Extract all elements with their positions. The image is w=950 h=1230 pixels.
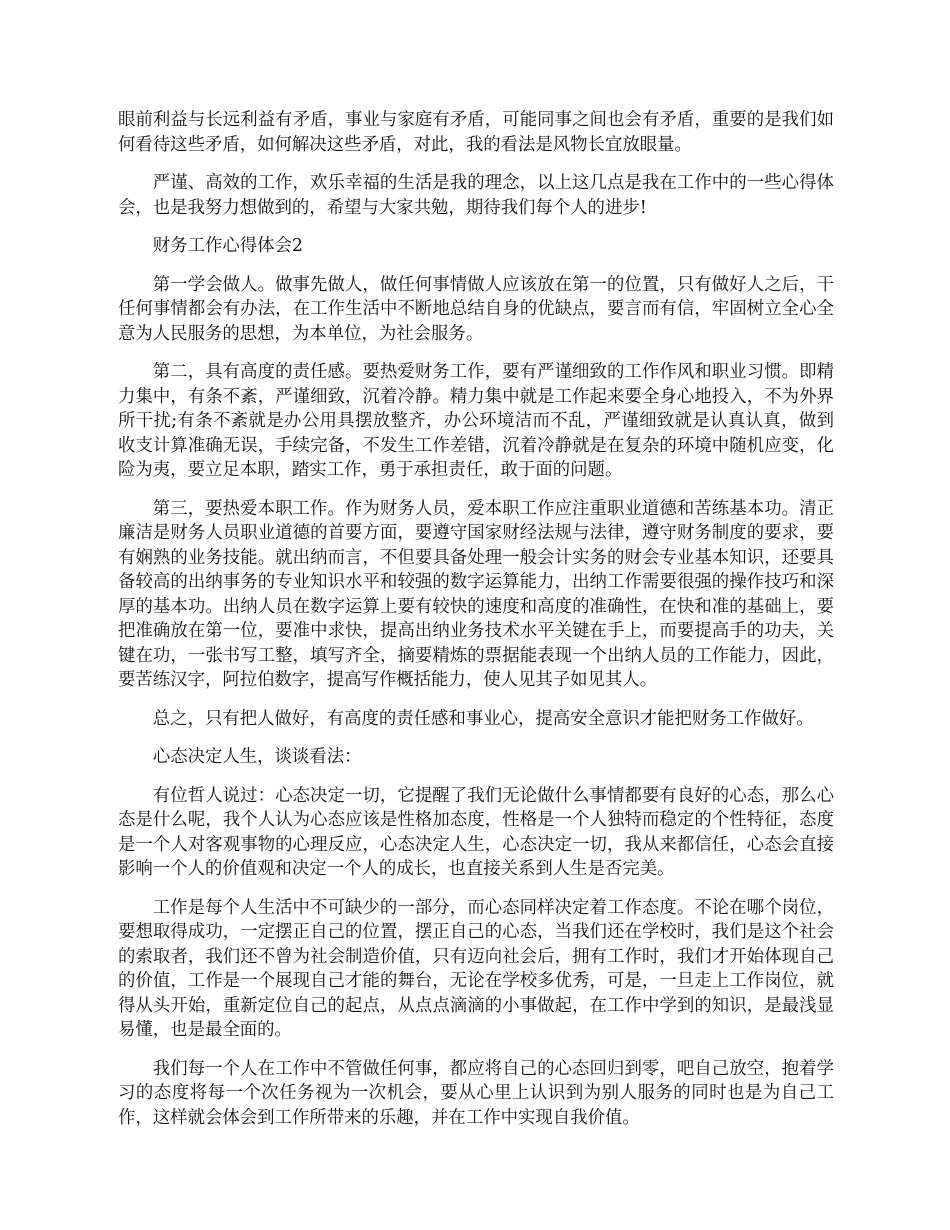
paragraph-3: 第一学会做人。做事先做人，做任何事情做人应该放在第一的位置，只有做好人之后，干任何事情都会有办法，在工作生活中不断地总结自身的优缺点，要言而有信，牢固树立全心全意为人民服务的思想，为本单位，为社会服务。	[118, 274, 834, 344]
document-body	[118, 108, 834, 1144]
paragraph-7: 有位哲人说过：心态决定一切，它提醒了我们无论做什么事情都要有良好的心态，那么心态是什么呢，我个人认为心态应该是性格加态度，性格是一个人独特而稳定的个性特征，态度是一个人对客观事物的心理反应，心态决定人生，心态决定一切，我从来都信任，心态会直接影响一个人的价值观和决定一个人的成长，也直接关系到人生是否完美。	[118, 785, 834, 879]
paragraph-2: 严谨、高效的工作，欢乐幸福的生活是我的理念，以上这几点是我在工作中的一些心得体会，也是我努力想做到的，希望与大家共勉，期待我们每个人的进步!	[118, 173, 834, 218]
paragraph-4: 第二，具有高度的责任感。要热爱财务工作，要有严谨细致的工作作风和职业习惯。即精力集中，有条不紊，严谨细致，沉着冷静。精力集中就是工作起来要全身心地投入，不为外界所干扰;有条不紊就是办公用具摆放整齐，办公环境洁而不乱，严谨细致就是认真认真，做到收支计算准确无误，手续完备，不发生工作差错，沉着冷静就是在复杂的环境中随机应变，化险为夷，要立足本职，踏实工作，勇于承担责任，敢于面的问题。	[118, 362, 834, 480]
paragraph-8: 工作是每个人生活中不可缺少的一部分，而心态同样决定着工作态度。不论在哪个岗位，要想取得成功，一定摆正自己的位置，摆正自己的心态，当我们还在学校时，我们是这个社会的索取者，我们还不曾为社会制造价值，只有迈向社会后，拥有工作时，我们才开始体现自己的价值，工作是一个展现自己才能的舞台，无论在学校多优秀，可是，一旦走上工作岗位，就得从头开始，重新定位自己的起点，从点点滴滴的小事做起，在工作中学到的知识，是最浅显易懂，也是最全面的。	[118, 897, 834, 1040]
paragraph-1: 眼前利益与长远利益有矛盾，事业与家庭有矛盾，可能同事之间也会有矛盾，重要的是我们如何看待这些矛盾，如何解决这些矛盾，对此，我的看法是风物长宜放眼量。	[118, 110, 834, 155]
subheading: 心态决定人生，谈谈看法：	[152, 747, 362, 767]
paragraph-9: 我们每一个人在工作中不管做任何事，都应将自己的心态回归到零，吧自己放空，抱着学习的态度将每一个次任务视为一次机会，要从心里上认识到为别人服务的同时也是为自己工作，这样就会体会到工作所带来的乐趣，并在工作中实现自我价值。	[118, 1058, 834, 1128]
section-heading: 财务工作心得体会2	[152, 236, 303, 256]
paragraph-6: 总之，只有把人做好，有高度的责任感和事业心，提高安全意识才能把财务工作做好。	[152, 708, 814, 729]
paragraph-5: 第三，要热爱本职工作。作为财务人员，爱本职工作应注重职业道德和苦练基本功。清正廉洁是财务人员职业道德的首要方面，要遵守国家财经法规与法律，遵守财务制度的要求，要有娴熟的业务技能。就出纳而言，不但要具备处理一般会计实务的财会专业基本知识，还要具备较高的出纳事务的专业知识水平和较强的数字运算能力，出纳工作需要很强的操作技巧和深厚的基本功。出纳人员在数字运算上要有较快的速度和高度的准确性，在快和准的基础上，要把准确放在第一位，要准中求快，提高出纳业务技术水平关键在手上，而要提高手的功夫，关键在功，一张书写工整，填写齐全，摘要精炼的票据能表现一个出纳人员的工作能力，因此，要苦练汉字，阿拉伯数字，提高写作概括能力，使人见其子如见其人。	[118, 498, 834, 690]
